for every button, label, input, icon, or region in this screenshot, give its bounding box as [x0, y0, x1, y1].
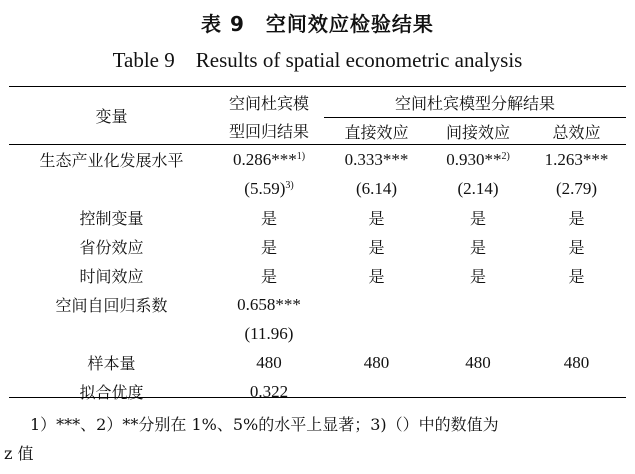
- cell-indirect: 是: [469, 238, 486, 257]
- cell-direct-z: (6.14): [355, 178, 398, 198]
- row-label: 控制变量: [79, 209, 144, 228]
- header-variable: 变量: [95, 107, 128, 126]
- table-row: [9, 203, 626, 232]
- header-total-effect: 总效应: [552, 122, 601, 142]
- cell-model-z: $(5.59)^{3)}$: [244, 178, 294, 198]
- header-direct-effect: 直接效应: [344, 122, 409, 142]
- footnote-line-1: 1）***、2）**分别在 1%、5%的水平上显著；3)（）中的数值为: [30, 415, 499, 434]
- cell-indirect: 是: [469, 267, 486, 286]
- header-model-line2: 型回归结果: [228, 122, 309, 142]
- table-row: [9, 377, 626, 406]
- table-row: [9, 348, 626, 377]
- cell-indirect: 480: [465, 352, 491, 372]
- cell-model: 是: [260, 209, 277, 228]
- cell-direct: 是: [368, 238, 385, 257]
- table-row: [9, 145, 626, 175]
- table-row: [9, 232, 626, 261]
- cell-direct: 480: [363, 352, 390, 372]
- table-row: [9, 261, 626, 290]
- table-row: [9, 290, 626, 319]
- row-label: 生态产业化发展水平: [39, 151, 184, 170]
- row-label: 拟合优度: [79, 383, 144, 402]
- cell-model: 是: [260, 267, 277, 286]
- cell-total: 1.263***: [544, 149, 609, 169]
- cell-indirect: 是: [469, 209, 486, 228]
- cell-model: 0.322: [249, 381, 289, 401]
- cell-direct: 0.333***: [344, 149, 409, 169]
- table-bottom-rule: [9, 397, 626, 398]
- table-footnote: [4, 410, 630, 463]
- table-row: [9, 319, 626, 348]
- table-title-en: Table 9 Results of spatial econometric analysis: [112, 48, 523, 72]
- cell-total: 是: [568, 267, 585, 286]
- row-label: 空间自回归系数: [55, 296, 168, 315]
- cell-indirect: 0.930**$^{2)}$: [446, 149, 510, 169]
- row-label: 时间效应: [79, 267, 144, 286]
- cell-model-z: (11.96): [244, 323, 294, 343]
- table-title-cn: 表 9 空间效应检验结果: [201, 12, 434, 36]
- cell-total: 是: [568, 209, 585, 228]
- footnote-line-2: z 值: [4, 444, 34, 463]
- row-label: 样本量: [87, 354, 136, 373]
- table-row: [9, 174, 626, 203]
- row-label: 省份效应: [79, 238, 144, 257]
- cell-indirect-z: (2.14): [457, 178, 499, 198]
- results-table: [9, 86, 626, 406]
- cell-model: 0.658***: [237, 294, 301, 314]
- cell-total: 480: [563, 352, 590, 372]
- cell-model: 是: [260, 238, 277, 257]
- cell-total-z: (2.79): [555, 178, 598, 198]
- cell-direct: 是: [368, 209, 385, 228]
- cell-model: 480: [256, 352, 282, 372]
- header-decomposition: 空间杜宾模型分解结果: [324, 87, 626, 118]
- header-indirect-effect: 间接效应: [445, 122, 510, 142]
- cell-total: 是: [568, 238, 585, 257]
- cell-direct: 是: [368, 267, 385, 286]
- header-model-line1: 空间杜宾模: [228, 93, 309, 113]
- cell-model: 0.286***$^{1)}$: [232, 149, 306, 169]
